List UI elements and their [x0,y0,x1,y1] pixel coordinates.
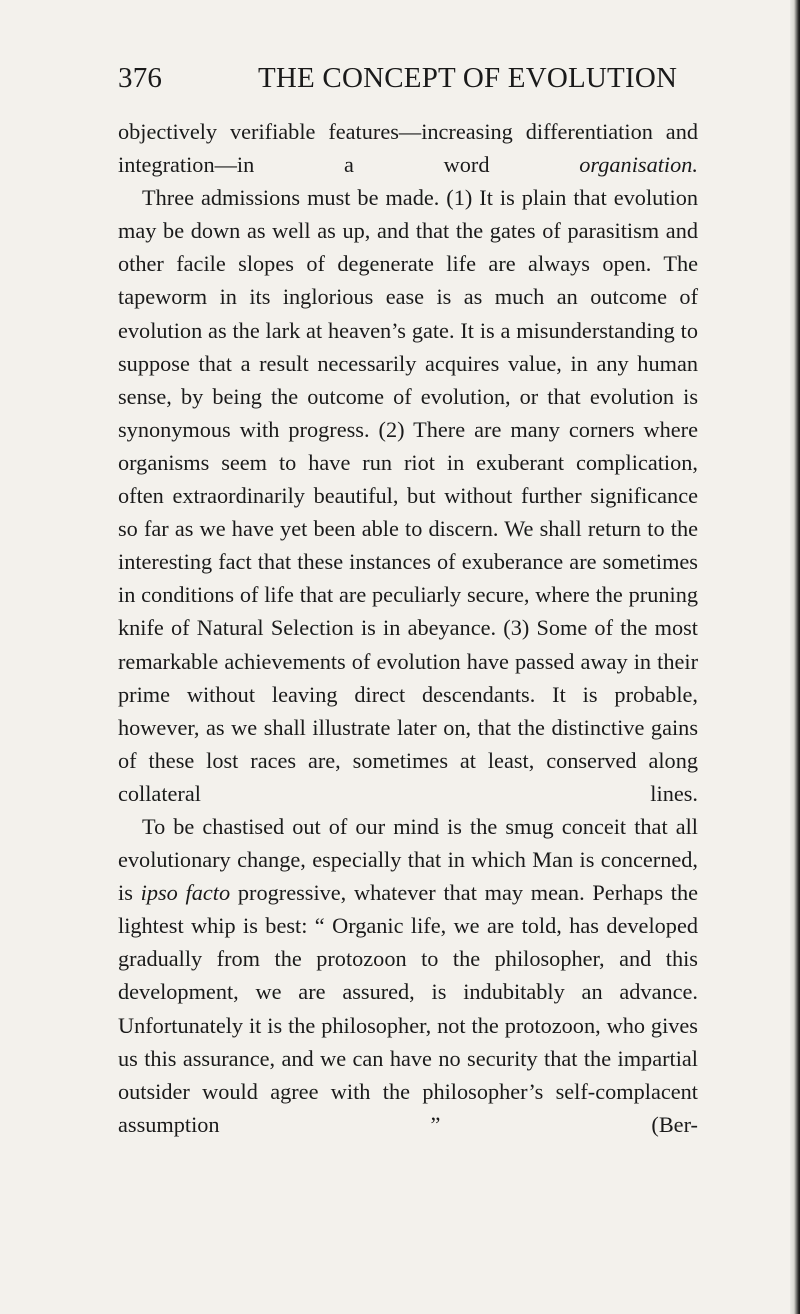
running-head [118,62,698,95]
page-number: 376 [118,62,163,94]
italic-text-segment: organisation. [579,152,698,178]
running-title: THE CONCEPT OF EVOLUTION [258,62,678,94]
book-page [118,62,698,1141]
text-segment: To be chastised out of our mind is the smug conceit that all evolutionary change, especially that in which Man is concerned, is [118,813,698,906]
paragraph-smug-conceit [118,810,698,1141]
page-edge-shadow [790,0,800,1314]
text-segment: Three admissions must be made. (1) It is plain that evolution may be down as well as up, and that the gates of parasitism and other facile slopes of degenerate life are always open. The tapeworm in its inglorious ease is as much an outcome of evolution as the lark at heaven’s gate. It is a misunderstanding to suppose that a result necessarily acquires value, in any human sense, by being the outcome of evolution, or that evolution is synonymous with progress. (2) There are many corners where organisms seem to have run riot in exuberant complication, often extraordinarily beautiful, but without further significance so far as we have yet been able to discern. We shall return to the interesting fact that these instances of exuberance are sometimes in conditions of life that are peculiarly secure, where the pruning knife of Natural Selection is in abeyance. (3) Some of the most remarkable achievements of evolution have passed away in their prime without leaving direct descendants. It is probable, however, as we shall illustrate later on, that the distinctive gains of these lost races are, sometimes at least, conserved along collateral lines. [118,185,698,806]
paragraph-three-admissions [118,181,698,810]
text-segment: progressive, whatever that may mean. Perhaps the lightest whip is best: “ Organic life, we are told, has developed gradually from the protozoon to the philosopher, and this development, we are assured, is indubitably an advance. Unfortunately it is the philosopher, not the protozoon, who gives us this assurance, and we can have no security that the impartial outsider would agree with the philosopher’s self-complacent assumption ” (Ber- [118,880,698,1137]
text-segment: objectively verifiable features—increasing differentiation and integration—in a word [118,119,698,178]
italic-text-segment: ipso facto [140,880,231,906]
body-text [118,115,698,1141]
paragraph-continuation [118,115,698,181]
